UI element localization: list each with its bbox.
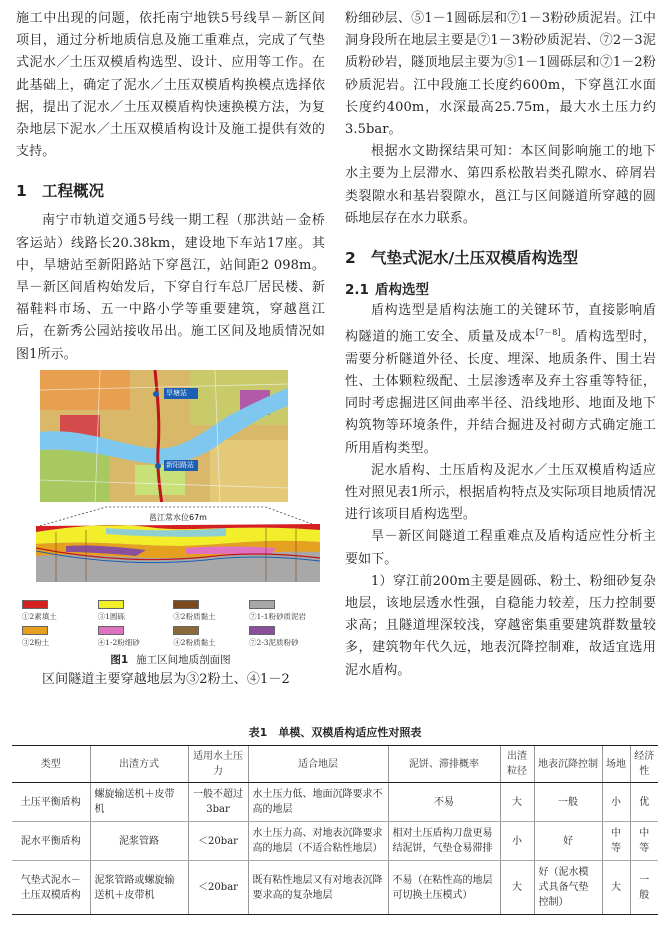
figure-1-caption-number: 图1 <box>110 653 129 666</box>
table-cell: ＜20bar <box>188 861 248 915</box>
legend-label: ③1圆砾 <box>97 611 125 621</box>
profile-river-level-label: 邕江常水位67m <box>149 512 207 522</box>
table-cell: 水土压力高、对地表沉降要求高的地层（不适合粘性地层） <box>248 822 388 861</box>
after-figure-paragraph: 区间隧道主要穿越地层为③2粉土、④1－2 <box>42 671 290 687</box>
figure-1-map <box>40 370 288 505</box>
section-2-number: 2 <box>345 249 356 268</box>
table-row <box>12 822 658 861</box>
legend-row-1 <box>16 600 325 622</box>
table-cell: 水土压力低、地面沉降要求不高的地层 <box>248 783 388 822</box>
legend-swatch <box>98 600 124 609</box>
legend-swatch <box>22 626 48 635</box>
table-cell: 好 <box>534 822 602 861</box>
figure-1-legend <box>16 600 325 648</box>
table-header-row <box>12 746 658 783</box>
table-cell: 一般 <box>534 783 602 822</box>
table-row <box>12 783 658 822</box>
legend-label: ③2粉土 <box>22 637 50 647</box>
legend-swatch <box>249 626 275 635</box>
legend-swatch <box>173 600 199 609</box>
table-cell: 泥浆管路或螺旋输送机＋皮带机 <box>90 861 188 915</box>
right-column <box>345 8 656 682</box>
table-cell: 中等 <box>602 822 630 861</box>
legend-swatch <box>22 600 48 609</box>
section-1-number: 1 <box>16 182 27 201</box>
shield-selection-paragraph-2: 泥水盾构、土压盾构及泥水／土压双模盾构适应性对照见表1所示，根据盾构特点及实际项目地质情况进行该项目盾构选型。 <box>345 462 656 523</box>
figure-1-caption <box>16 652 325 667</box>
section-2-heading <box>345 246 656 268</box>
table-cell: 螺旋输送机＋皮带机 <box>90 783 188 822</box>
section-1-paragraph: 南宁市轨道交通5号线一期工程（那洪站－金桥客运站）线路长20.38km，建设地下车站17座。其中，旱塘站至新阳路站下穿邕江，站间距2 098m。旱－新区间盾构始发后，下穿自行车总厂居民楼、新福鞋料市场、五一中路小学等重要建筑，穿越邕江后，在新秀公园站接收吊出。施工区间及地质情况如图1所示。 <box>16 213 325 362</box>
table-header-cell: 地表沉降控制 <box>534 746 602 783</box>
table-cell: 优 <box>630 783 658 822</box>
table-cell: 土压平衡盾构 <box>12 783 90 822</box>
map-label-end-station: 新阳路站 <box>166 460 194 469</box>
figure-1-caption-text: 施工区间地质剖面图 <box>136 653 231 666</box>
figure-1 <box>16 370 325 596</box>
legend-item <box>173 600 243 622</box>
map-graphic <box>40 370 288 505</box>
table-header-cell: 泥饼、滞排概率 <box>388 746 500 783</box>
table-1 <box>12 724 658 915</box>
legend-label: ④2粉质黏土 <box>173 637 216 647</box>
table-cell: 中等 <box>630 822 658 861</box>
legend-swatch <box>173 626 199 635</box>
shield-selection-paragraph-3: 旱－新区间隧道工程重难点及盾构适应性分析主要如下。 <box>345 529 656 567</box>
table-header-cell: 出渣方式 <box>90 746 188 783</box>
table-cell: 不易（在粘性高的地层可切换土压模式） <box>388 861 500 915</box>
legend-item <box>249 600 319 622</box>
shield-selection-paragraph-1 <box>345 300 656 460</box>
legend-item <box>173 626 243 648</box>
table-cell: 既有粘性地层又有对地表沉降要求高的复杂地层 <box>248 861 388 915</box>
table-cell: 相对土压盾构刀盘更易结泥饼，气垫仓易滞排 <box>388 822 500 861</box>
shield-selection-paragraph-4: 1）穿江前200m主要是圆砾、粉土、粉细砂复杂地层，该地层透水性强，自稳能力较差，压力控制要求高；且隧道埋深较浅，穿越密集重要建筑群数量较多，建筑物年代久远，地表沉降控制难，故适宜选用泥水盾构。 <box>345 573 656 678</box>
left-column <box>16 8 325 691</box>
comparison-table <box>12 745 658 915</box>
reference-citation: [7－8] <box>535 328 561 338</box>
figure-1-geological-profile <box>36 502 320 582</box>
legend-swatch <box>98 626 124 635</box>
legend-item <box>98 626 168 648</box>
table-header-cell: 适合地层 <box>248 746 388 783</box>
shield-selection-text: 盾构选型是盾构法施工的关键环节，直接影响盾构隧道的施工安全、质量及成本 <box>345 303 656 345</box>
table-cell: 小 <box>500 822 534 861</box>
subsection-2-1-number: 2.1 <box>345 282 369 299</box>
map-label-start-station: 旱塘站 <box>166 388 187 397</box>
legend-label: ③2粉质黏土 <box>173 611 216 621</box>
hydrology-paragraph: 根据水文勘探结果可知：本区间影响施工的地下水主要为上层滞水、第四系松散岩类孔隙水、碎屑岩类裂隙水和基岩裂隙水，邕江与区间隧道所穿越的圆砾地层存在水力联系。 <box>345 144 656 226</box>
table-cell: 一般不超过3bar <box>188 783 248 822</box>
table-cell: 小 <box>602 783 630 822</box>
section-1-heading <box>16 179 325 201</box>
table-header-cell: 出渣粒径 <box>500 746 534 783</box>
section-1-title: 工程概况 <box>42 182 105 201</box>
table-cell: ＜20bar <box>188 822 248 861</box>
table-cell: 大 <box>500 783 534 822</box>
table-cell: 不易 <box>388 783 500 822</box>
intro-paragraph: 施工中出现的问题，依托南宁地铁5号线旱－新区间项目，通过分析地质信息及施工重难点，完成了气垫式泥水／土压双模盾构选型、设计、应用等工作。在此基础上，确定了泥水／土压双模盾构换模点选择依据，提出了泥水／土压双模盾构快速换模方法，为复杂地层下泥水／土压双模盾构设计及施工提供有效的支持。 <box>16 11 325 160</box>
legend-label: ①2素填土 <box>22 611 57 621</box>
table-cell: 一般 <box>630 861 658 915</box>
table-cell: 泥水平衡盾构 <box>12 822 90 861</box>
table-1-caption: 表1 单模、双模盾构适应性对照表 <box>248 726 422 739</box>
table-cell: 气垫式泥水－土压双模盾构 <box>12 861 90 915</box>
legend-swatch <box>249 600 275 609</box>
shield-selection-text-rest: 。盾构选型时，需要分析隧道外径、长度、埋深、地质条件、围土岩性、土体颗粒级配、土层渗透率及弃土容重等特征，同时考虑掘进区间曲率半径、沿线地形、地面及地下构筑物等环境条件，并结合掘进及衬砌方式确定施工所用盾构类型。 <box>345 329 656 456</box>
continuation-paragraph: 粉细砂层、⑤1－1圆砾层和⑦1－3粉砂质泥岩。江中洞身段所在地层主要是⑦1－3粉砂质泥岩、⑦2－3泥质粉砂岩，隧顶地层主要为⑤1－1圆砾层和⑦1－2粉砂质泥岩。江中段施工长度约600m，下穿邕江水面长度约400m，水深最高25.75m，最大水土压力约3.5bar。 <box>345 11 656 138</box>
legend-item <box>249 626 319 648</box>
subsection-2-1-title: 盾构选型 <box>375 282 429 299</box>
legend-item <box>22 626 92 648</box>
table-cell: 大 <box>500 861 534 915</box>
table-row <box>12 861 658 915</box>
legend-label: ⑦1-1粉砂质泥岩 <box>248 611 307 621</box>
legend-label: ⑦2-3泥质粉砂 <box>248 637 299 647</box>
legend-label: ④1-2粉细砂 <box>97 637 140 647</box>
section-2-title: 气垫式泥水/土压双模盾构选型 <box>371 249 579 268</box>
legend-item <box>22 600 92 622</box>
subsection-2-1-heading <box>345 278 656 298</box>
table-cell: 好（泥水模式具备气垫控制） <box>534 861 602 915</box>
table-cell: 泥浆管路 <box>90 822 188 861</box>
table-header-cell: 经济性 <box>630 746 658 783</box>
legend-row-2 <box>16 626 325 648</box>
table-header-cell: 场地 <box>602 746 630 783</box>
table-header-cell: 适用水土压力 <box>188 746 248 783</box>
table-cell: 大 <box>602 861 630 915</box>
table-header-cell: 类型 <box>12 746 90 783</box>
legend-item <box>98 600 168 622</box>
